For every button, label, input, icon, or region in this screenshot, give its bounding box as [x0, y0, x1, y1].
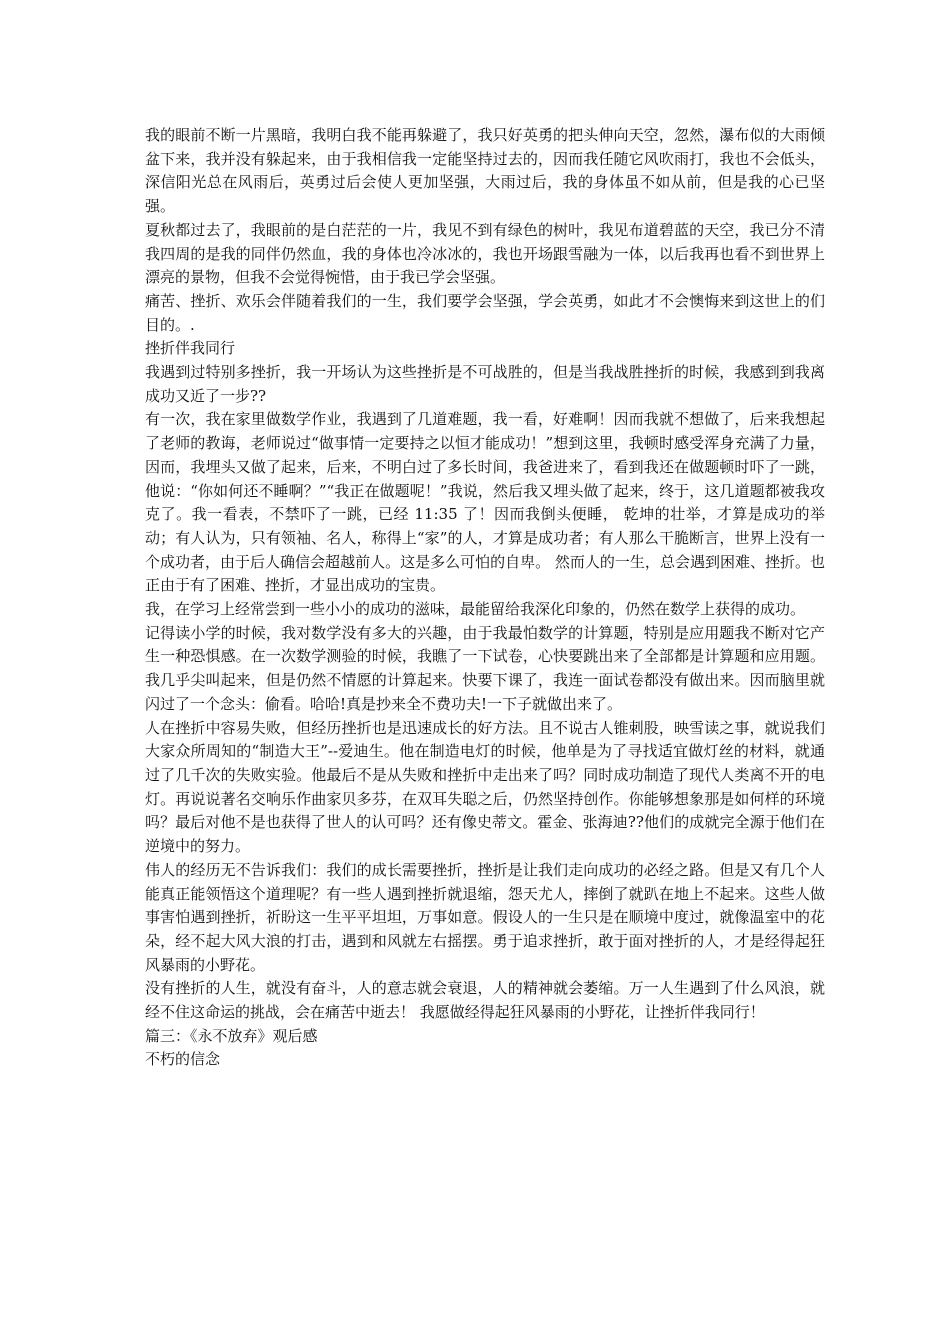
paragraph: 痛苦、挫折、欢乐会伴随着我们的一生，我们要学会坚强，学会英勇，如此才不会懊悔来到这世上的们目的。.	[145, 291, 825, 334]
section-heading: 挫折伴我同行	[145, 339, 236, 358]
paragraph: 我遇到过特别多挫折，我一开场认为这些挫折是不可战胜的，但是当我战胜挫折的时候，我感到到我离成功又近了一步??	[145, 363, 825, 405]
paragraph: 记得读小学的时候，我对数学没有多大的兴趣，由于我最怕数学的计算题，特别是应用题我不断对它产生一种恐惧感。在一次数学测验的时候，我瞧了一下试卷，心快要跳出来了全部都是计算题和应用题。我几乎尖叫起来，但是仍然不情愿的计算起来。快要下课了，我连一面试卷都没有做出来。因而脑里就闪过了一个念头：偷看。哈哈!真是抄来全不费功夫!一下子就做出来了。	[145, 623, 825, 713]
paragraph: 夏秋都过去了，我眼前的是白茫茫的一片，我见不到有绿色的树叶，我见布道碧蓝的天空，我已分不清我四周的是我的同伴仍然血，我的身体也冷冰冰的，我也开场跟雪融为一体，以后我再也看不到世界上漂亮的景物，但我不会觉得惋惜，由于我已学会坚强。	[145, 220, 825, 287]
paragraph: 没有挫折的人生，就没有奋斗，人的意志就会衰退，人的精神就会萎缩。万一人生遇到了什么风浪，就经不住这命运的挑战，会在痛苦中逝去！ 我愿做经得起狂风暴雨的小野花，让挫折伴我同行！	[145, 979, 825, 1022]
document-body	[145, 124, 825, 1072]
paragraph: 有一次，我在家里做数学作业，我遇到了几道难题，我一看，好难啊！因而我就不想做了，后来我想起了老师的教诲，老师说过“做事情一定要持之以恒才能成功！”想到这里，我顿时感受浑身充满了力量，因而，我埋头又做了起来，后来，不明白过了多长时间，我爸进来了，看到我还在做题顿时吓了一跳，他说：“你如何还不睡啊？”“我正在做题呢！”我说，然后我又埋头做了起来，终于，这几道题都被我攻克了。我一看表，不禁吓了一跳，已经 11:35 了！因而我倒头便睡， 乾坤的壮举，才算是成功的举动；有人认为，只有领袖、名人，称得上“家”的人，才算是成功者；有人那么干脆断言，世界上没有一个成功者，由于后人确信会超越前人。这是多么可怕的自卑。 然而人的一生，总会遇到困难、挫折。也正由于有了困难、挫折，才显出成功的宝贵。	[145, 410, 825, 595]
paragraph: 伟人的经历无不告诉我们：我们的成长需要挫折，挫折是让我们走向成功的必经之路。但是又有几个人能真正能领悟这个道理呢？有一些人遇到挫折就退缩，怨天尤人，摔倒了就趴在地上不起来。这些人做事害怕遇到挫折，祈盼这一生平平坦坦，万事如意。假设人的一生只是在顺境中度过，就像温室中的花朵，经不起大风大浪的打击，遇到和风就左右摇摆。勇于追求挫折，敢于面对挫折的人，才是经得起狂风暴雨的小野花。	[145, 860, 825, 974]
subsection-heading: 不朽的信念	[145, 1050, 221, 1069]
paragraph: 人在挫折中容易失败，但经历挫折也是迅速成长的好方法。且不说古人锥刺股，映雪读之事，就说我们大家众所周知的“制造大王”--爱迪生。他在制造电灯的时候，他单是为了寻找适宜做灯丝的材料，就通过了几千次的失败实验。他最后不是从失败和挫折中走出来了吗？同时成功制造了现代人类离不开的电灯。再说说著名交响乐作曲家贝多芬，在双耳失聪之后，仍然坚持创作。你能够想象那是如何样的环境吗？最后对他不是也获得了世人的认可吗？还有像史蒂文。霍金、张海迪??他们的成就完全源于他们在逆境中的努力。	[145, 718, 825, 856]
paragraph: 我的眼前不断一片黑暗，我明白我不能再躲避了，我只好英勇的把头伸向天空，忽然，瀑布似的大雨倾盆下来，我并没有躲起来，由于我相信我一定能坚持过去的，因而我任随它风吹雨打，我也不会低头，深信阳光总在风雨后，英勇过后会使人更加坚强，大雨过后，我的身体虽不如从前，但是我的心已坚强。	[145, 126, 825, 216]
paragraph: 我，在学习上经常尝到一些小小的成功的滋味，最能留给我深化印象的，仍然在数学上获得的成功。	[145, 600, 806, 619]
section-heading: 篇三：《永不放弃》观后感	[145, 1026, 318, 1045]
